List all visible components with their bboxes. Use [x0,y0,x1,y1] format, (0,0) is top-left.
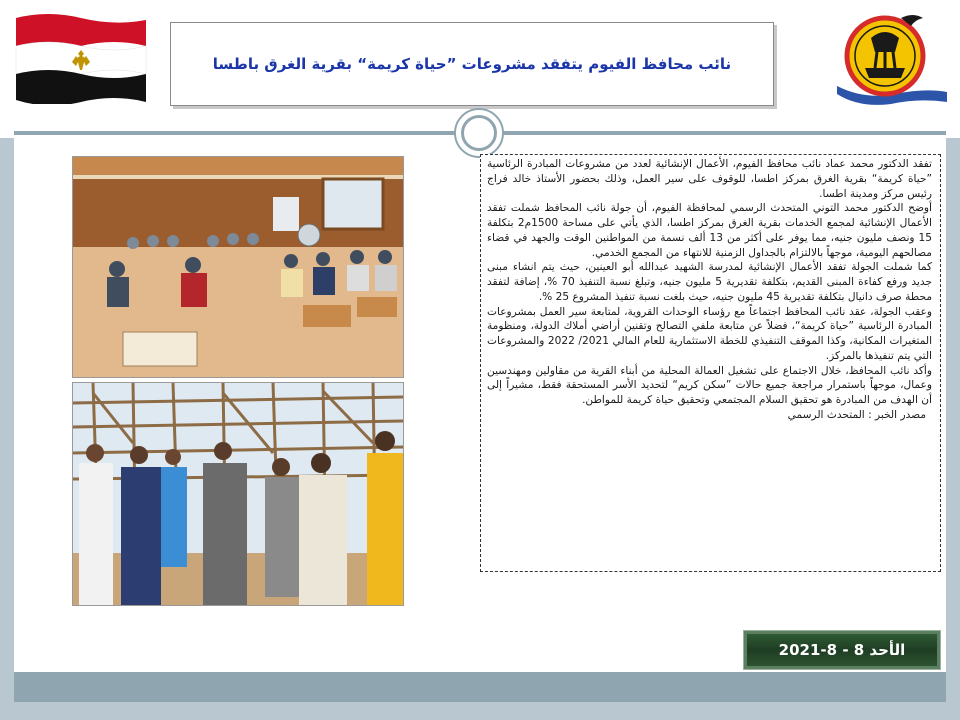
date-badge [744,631,940,669]
flag-black-stripe [16,70,146,104]
publish-date: الأحد 8 - 8-2021 [778,641,906,659]
construction-site-photo [72,382,404,606]
construction-photo-scene [73,383,404,606]
page-title: نائب محافظ الفيوم يتفقد مشروعات ”حياة كريمة“ بقرية الغرق باطسا [212,55,732,73]
title-box [170,22,774,106]
article-paragraph: أوضح الدكتور محمد التوني المتحدث الرسمي لمحافظة الفيوم، أن جولة نائب المحافظ شملت تفقد الأعمال الإنشائية لمجمع الخدمات بقرية الغرق بمركز اطسا، الذي يأتي على مساحة 1500م2 بتكلفة 15 ونصف مليون جنيه، مما يوفر على أكثر من 13 ألف نسمة من المواطنين الوقت والجهد في قضاء مصالحهم اليومية، موجهاً بالالتزام بالجداول الزمنية للانتهاء من المجمع الخدمي. [487,202,932,259]
article-paragraph: تفقد الدكتور محمد عماد نائب محافظ الفيوم، الأعمال الإنشائية لعدد من مشروعات المبادرة الرئاسية ”حياة كريمة“ بقرية الغرق بمركز اطسا، للوقوف على سير العمل، وذلك بحضور الأستاذ خالد فراج رئيس مركز ومدينة اطسا. [487,158,932,200]
meeting-photo-scene [73,157,404,378]
article-paragraph: وعقب الجولة، عقد نائب المحافظ اجتماعاً مع رؤساء الوحدات القروية، لمتابعة سير العمل بمشروعات المبادرة الرئاسية ”حياة كريمة“، فضلاً عن متابعة ملفي التصالح وتقنين أراضي أملاك الدولة، ومنظومة المتغيرات المكانية، وكذا الموقف التنفيذي للخطة الاستثمارية للعام المالي 2021/ 2022 والمشروعات التي يتم تنفيذها بالمركز. [487,305,933,362]
article-body [487,157,932,423]
article-paragraph: كما شملت الجولة تفقد الأعمال الإنشائية لمدرسة الشهيد عبدالله أبو العينين، حيث يتم انشاء مبنى جديد ورفع كفاءة المبنى القديم، بتكلفة تقديرية 5 مليون جنيه، وتبلغ نسبة التنفيذ 70 %، إضافة لتفقد محطة صرف دانيال بتكلفة تقديرية 45 مليون جنيه، حيث بلغت نسبة تنفيذ المشروع 25 %. [487,261,932,303]
logo-waterwheel [865,68,905,78]
footer-strip [14,672,946,702]
header-ornament-inner [461,115,497,151]
article-box [480,154,941,572]
meeting-photo [72,156,404,378]
fayoum-logo-icon [835,8,949,106]
news-source: مصدر الخبر : المتحدث الرسمي [787,408,926,421]
egypt-flag-icon [14,12,148,104]
article-paragraph: وأكد نائب المحافظ، خلال الاجتماع على تشغيل العمالة المحلية من أبناء القرية من مقاولين ومهندسين وعمال، موجهاً باستمرار مراجعة جميع حالات ”سكن كريم“ لتحديد الأسر المستحقة فقط، مشيراً إلى أن الهدف من المبادرة هو تحقيق السلام المجتمعي وتحقيق حياة كريمة للمواطن. [487,364,932,406]
